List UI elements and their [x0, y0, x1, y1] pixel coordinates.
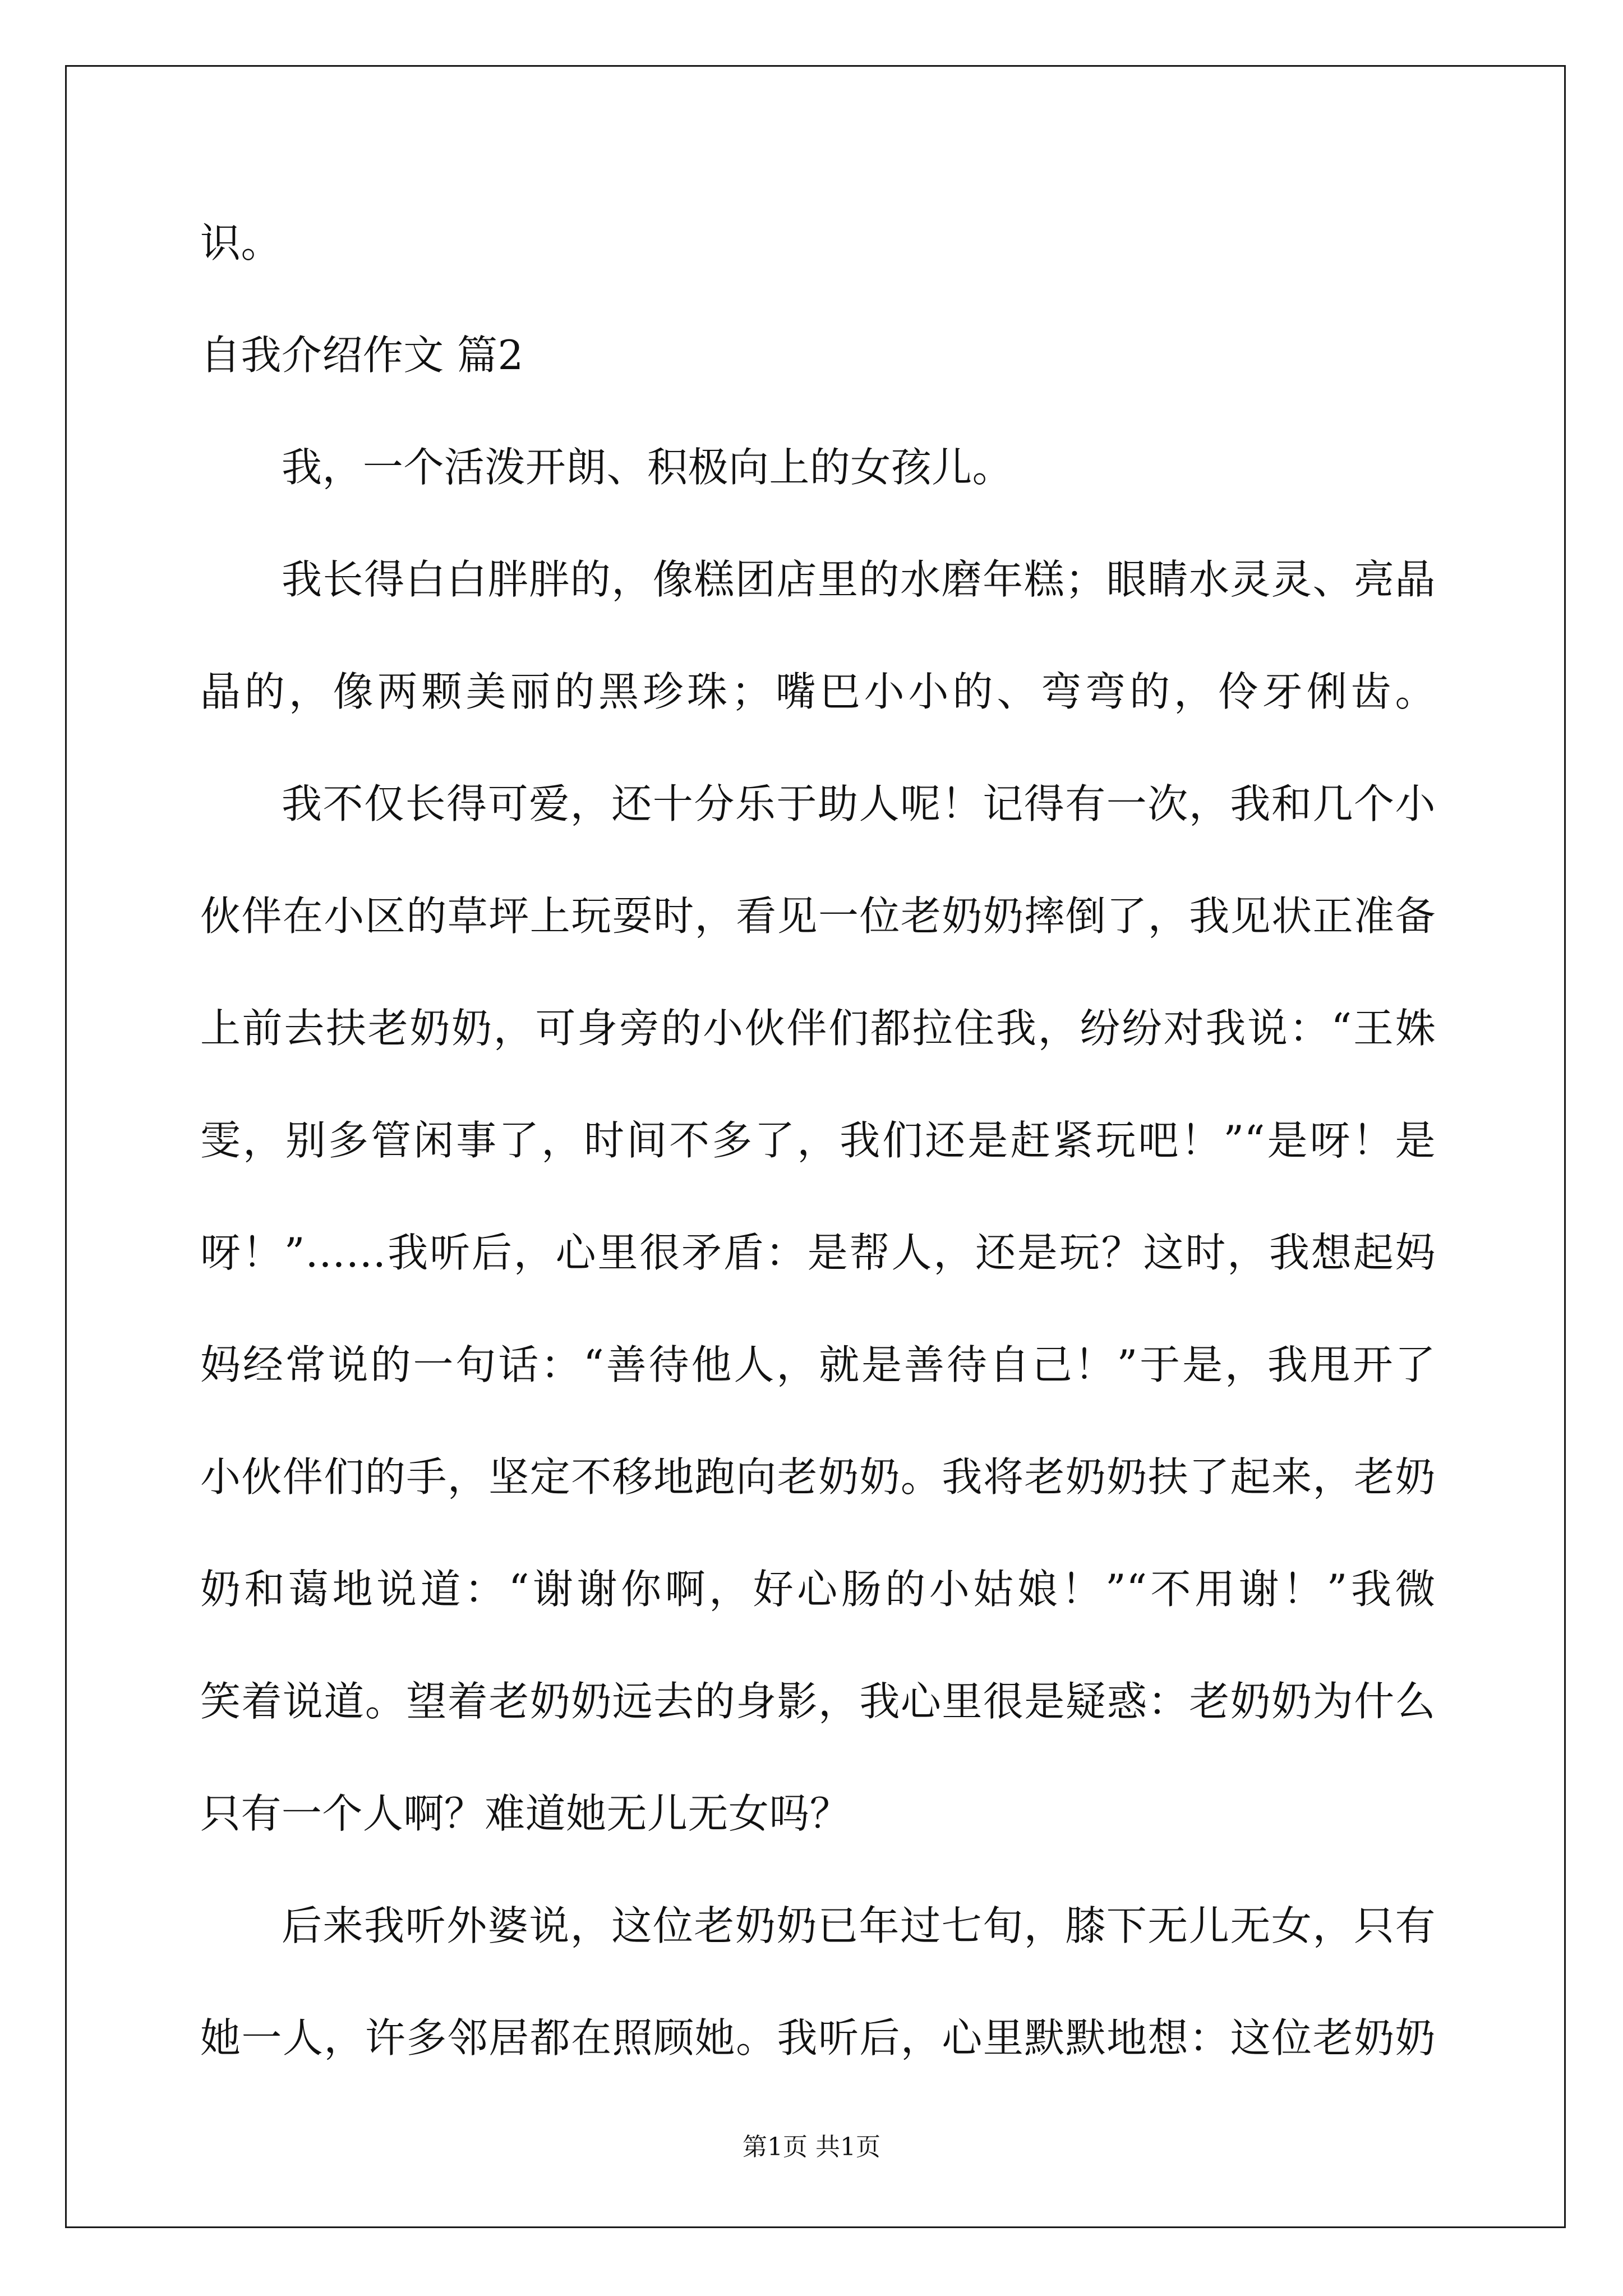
- paragraph-3-line-3: 上前去扶老奶奶，可身旁的小伙伴们都拉住我，纷纷对我说：“王姝: [200, 1005, 1436, 1052]
- paragraph-3-line-10: 只有一个人啊？难道她无儿无女吗？: [200, 1790, 851, 1837]
- paragraph-3-line-6: 妈经常说的一句话：“善待他人，就是善待自己！”于是，我甩开了: [200, 1341, 1436, 1388]
- paragraph-3-line-2: 伙伴在小区的草坪上玩耍时，看见一位老奶奶摔倒了，我见状正准备: [200, 892, 1436, 940]
- text-line-continuation: 识。: [200, 219, 282, 266]
- paragraph-3-line-7: 小伙伴们的手，坚定不移地跑向老奶奶。我将老奶奶扶了起来，老奶: [200, 1453, 1436, 1501]
- section-heading: 自我介绍作文 篇2: [200, 332, 524, 379]
- paragraph-2-line-2: 晶的，像两颗美丽的黑珍珠；嘴巴小小的、弯弯的，伶牙俐齿。: [200, 668, 1436, 715]
- paragraph-4-line-2: 她一人，许多邻居都在照顾她。我听后，心里默默地想：这位老奶奶: [200, 2014, 1436, 2062]
- paragraph-3-line-5: 呀！”……我听后，心里很矛盾：是帮人，还是玩？这时，我想起妈: [200, 1229, 1436, 1276]
- paragraph-1-line-1: 我，一个活泼开朗、积极向上的女孩儿。: [282, 444, 1013, 491]
- paragraph-3-line-9: 笑着说道。望着老奶奶远去的身影，我心里很是疑惑：老奶奶为什么: [200, 1678, 1436, 1725]
- paragraph-4-line-1: 后来我听外婆说，这位老奶奶已年过七旬，膝下无儿无女，只有: [282, 1902, 1436, 1949]
- paragraph-3-line-4: 雯，别多管闲事了，时间不多了，我们还是赶紧玩吧！”“是呀！是: [200, 1117, 1436, 1164]
- paragraph-3-line-8: 奶和蔼地说道：“谢谢你啊，好心肠的小姑娘！”“不用谢！”我微: [200, 1566, 1436, 1613]
- page-footer: 第1页 共1页: [743, 2133, 880, 2161]
- paragraph-3-line-1: 我不仅长得可爱，还十分乐于助人呢！记得有一次，我和几个小: [282, 780, 1436, 827]
- paragraph-2-line-1: 我长得白白胖胖的，像糕团店里的水磨年糕；眼睛水灵灵、亮晶: [282, 556, 1436, 603]
